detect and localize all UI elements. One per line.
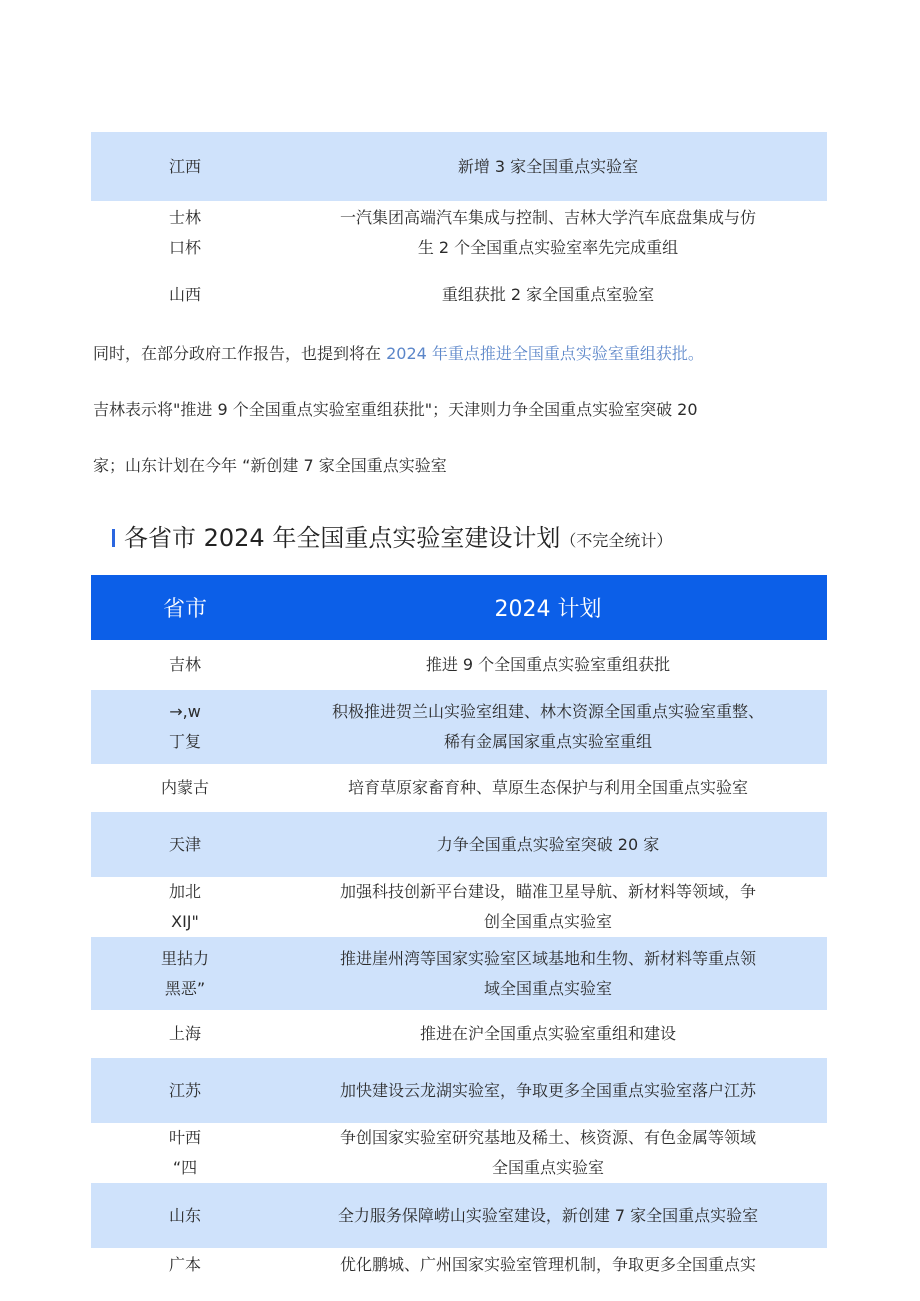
province-cell: 上海 — [168, 1024, 201, 1043]
plan-cell: 推进 9 个全国重点实验室重组获批 — [425, 655, 671, 674]
table-row — [91, 937, 827, 1010]
plan-cell: 全力服务保障崂山实验室建设，新创建 7 家全国重点实验室 — [337, 1205, 759, 1225]
table-row — [91, 641, 827, 689]
province-cell: 士林 口杯 — [168, 208, 201, 257]
table-row — [91, 690, 827, 764]
province-cell: 吉林 — [168, 655, 201, 674]
table-row — [91, 812, 827, 877]
table-row — [91, 1249, 827, 1281]
paragraph-2: 吉林表示将"推进 9 个全国重点实验室重组获批"；天津则力争全国重点实验室突破 20 — [93, 400, 698, 419]
paragraph-1-text: 同时，在部分政府工作报告，也提到将在 — [93, 344, 387, 363]
province-cell: 山西 — [168, 285, 201, 304]
province-cell: 叶西 “四 — [168, 1128, 201, 1177]
province-cell: →,w 丁复 — [168, 702, 201, 751]
province-cell: 广本 — [168, 1255, 201, 1274]
plan-cell: 推进在沪全国重点实验室重组和建设 — [419, 1024, 676, 1043]
plan-cell: 重组获批 2 家全国重点室验室 — [441, 285, 655, 304]
top-table-row — [91, 132, 827, 201]
province-cell: 内蒙古 — [160, 778, 209, 797]
plan-cell: 争创国家实验室研究基地及稀土、核资源、有色金属等领域 全国重点实验室 — [339, 1128, 756, 1177]
top-table-row — [91, 278, 827, 312]
section-title-note: （不完全统计） — [560, 531, 673, 550]
table-row — [91, 878, 827, 936]
province-cell: 江苏 — [168, 1080, 201, 1100]
header-province: 省市 — [162, 597, 207, 622]
plan-cell: 一汽集团高端汽车集成与控制、吉林大学汽车底盘集成与仿 生 2 个全国重点实验室率先完成重组 — [339, 208, 756, 257]
section-title — [124, 521, 672, 558]
province-cell: 山东 — [168, 1205, 201, 1225]
province-cell: 江西 — [168, 156, 201, 176]
section-title-text: 各省市 2024 年全国重点实验室建设计划 — [124, 524, 561, 552]
plan-cell: 推进崖州湾等国家实验室区域基地和生物、新材料等重点领 域全国重点实验室 — [339, 948, 756, 998]
paragraph-1 — [93, 342, 704, 366]
header-plan: 2024 计划 — [494, 597, 602, 622]
paragraph-3: 家；山东计划在今年 “新创建 7 家全国重点实验室 — [93, 456, 447, 475]
title-accent-bar — [112, 529, 115, 547]
province-cell: 天津 — [168, 834, 201, 854]
plan-cell: 优化鹏城、广州国家实验室管理机制，争取更多全国重点实 — [339, 1255, 756, 1274]
paragraph-1-highlight: 2024 年重点推进全国重点实验室重组获批。 — [386, 344, 704, 363]
table-row — [91, 765, 827, 811]
province-cell: 里拈力 黑恶” — [160, 948, 209, 998]
table-row — [91, 1124, 827, 1182]
province-cell: 加北 XIJ" — [168, 882, 201, 931]
table-row — [91, 1011, 827, 1057]
table-row — [91, 1058, 827, 1123]
table-header — [91, 575, 827, 640]
plan-cell: 积极推进贺兰山实验室组建、林木资源全国重点实验室重整、 稀有金属国家重点实验室重组 — [331, 702, 764, 751]
top-table-row — [91, 202, 827, 264]
plan-cell: 培育草原家畜育种、草原生态保护与利用全国重点实验室 — [347, 778, 748, 797]
plan-cell: 加快建设云龙湖实验室，争取更多全国重点实验室落户江苏 — [339, 1080, 756, 1100]
plan-cell: 加强科技创新平台建设，瞄准卫星导航、新材料等领域，争 创全国重点实验室 — [339, 882, 756, 931]
table-row — [91, 1183, 827, 1248]
plan-cell: 新增 3 家全国重点实验室 — [457, 156, 639, 176]
plan-cell: 力争全国重点实验室突破 20 家 — [436, 834, 660, 854]
